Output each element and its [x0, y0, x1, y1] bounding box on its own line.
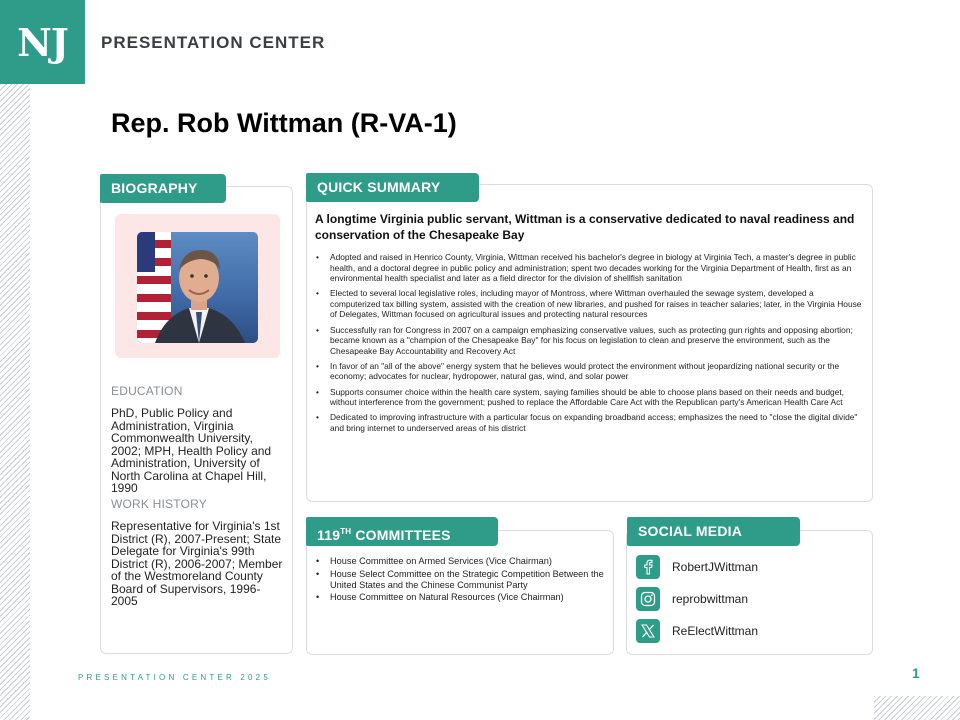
summary-bullet: • In favor of an "all of the above" energy system that he believes would protect the environment without jeopardizing national security or the economy; advocates for nuclear, hydropower, natural gas, wind, and solar power — [315, 361, 863, 382]
biography-tab: BIOGRAPHY — [100, 174, 226, 203]
instagram-handle[interactable]: reprobwittman — [672, 592, 749, 606]
committee-item: • House Select Committee on the Strategic Competition Between the United States and the Chinese Communist Party — [315, 569, 610, 591]
committee-list — [315, 556, 610, 605]
summary-bullet: • Supports consumer choice within the health care system, saying families should be able to choose plans based on their needs and budget, without interference from the government; pushed to replace the Affordable Care Act with the Republican party's American Health Care Act — [315, 387, 863, 408]
committees-tab-suffix-sup: TH — [340, 527, 352, 536]
committees-tab-label: COMMITTEES — [351, 527, 451, 543]
social-row-facebook[interactable] — [636, 555, 758, 579]
footer-text: PRESENTATION CENTER 2025 — [78, 673, 271, 682]
x-handle[interactable]: ReElectWittman — [672, 624, 759, 638]
decorative-stripes-left — [0, 84, 30, 720]
work-history-text: Representative for Virginia's 1st District (R), 2007-Present; State Delegate for Virginia's 99th District (R), 2006-2007; Member of the Westmoreland County Board of Supervisors, 1996-2005 — [111, 519, 283, 608]
summary-bullet: • Elected to several local legislative roles, including mayor of Montross, where Wittman overhauled the sewage system, developed a computerized tax billing system, assisted with the creation of new libraries, and pushed for raises in teacher salaries; later, in the Virginia House of Delegates, Wittman focused on agricultural issues and protecting natural resources — [315, 288, 863, 320]
committees-tab-number: 119 — [317, 527, 341, 543]
decorative-stripes-bottom — [874, 696, 960, 720]
summary-bullet: • Adopted and raised in Henrico County, Virginia, Wittman received his bachelor's degree in biology at Virginia Tech, a master's degree in public health, and a doctoral degree in public policy and administration; spent two decades working for the Virginia Department of Health, first as an environmental health specialist and later as a field director for the division of shellfish sanitation — [315, 252, 863, 284]
social-row-x[interactable] — [636, 619, 758, 643]
facebook-handle[interactable]: RobertJWittman — [672, 560, 759, 574]
nj-logo: NJ — [0, 0, 85, 84]
instagram-icon[interactable] — [636, 587, 660, 611]
x-icon[interactable] — [636, 619, 660, 643]
page-title: Rep. Rob Wittman (R-VA-1) — [111, 108, 457, 138]
committee-item: • House Committee on Armed Services (Vice Chairman) — [315, 556, 610, 567]
summary-bullets — [315, 252, 863, 438]
committees-tab — [306, 517, 498, 546]
summary-bullet: • Dedicated to improving infrastructure with a particular focus on expanding broadband access; emphasizes the need to "close the digital divide" and bring internet to underserved areas of his district — [315, 412, 863, 433]
summary-bullet: • Successfully ran for Congress in 2007 on a campaign emphasizing conservative values, such as protecting gun rights and opposing abortion; became known as a "champion of the Chesapeake Bay" for his focus on legislation to clean and preserve the environment, such as the Chesapeake Bay Accountability and Recovery Act — [315, 325, 863, 357]
education-text: PhD, Public Policy and Administration, Virginia Commonwealth University, 2002; MPH, Health Policy and Administration, University of North Carolina at Chapel Hill, 1990 — [111, 406, 272, 495]
facebook-icon[interactable] — [636, 555, 660, 579]
portrait-illustration — [137, 232, 258, 343]
committee-item: • House Committee on Natural Resources (Vice Chairman) — [315, 592, 610, 603]
page-number: 1 — [912, 665, 920, 681]
social-row-instagram[interactable] — [636, 587, 748, 611]
work-history-label: WORK HISTORY — [111, 497, 207, 511]
education-label: EDUCATION — [111, 384, 183, 398]
brand-title: PRESENTATION CENTER — [101, 33, 326, 52]
summary-headline: A longtime Virginia public servant, Wittman is a conservative dedicated to naval readiness and conservation of the Chesapeake Bay — [315, 212, 855, 242]
portrait-photo — [137, 232, 258, 343]
quick-summary-tab: QUICK SUMMARY — [306, 173, 479, 202]
social-media-tab: SOCIAL MEDIA — [627, 517, 800, 546]
